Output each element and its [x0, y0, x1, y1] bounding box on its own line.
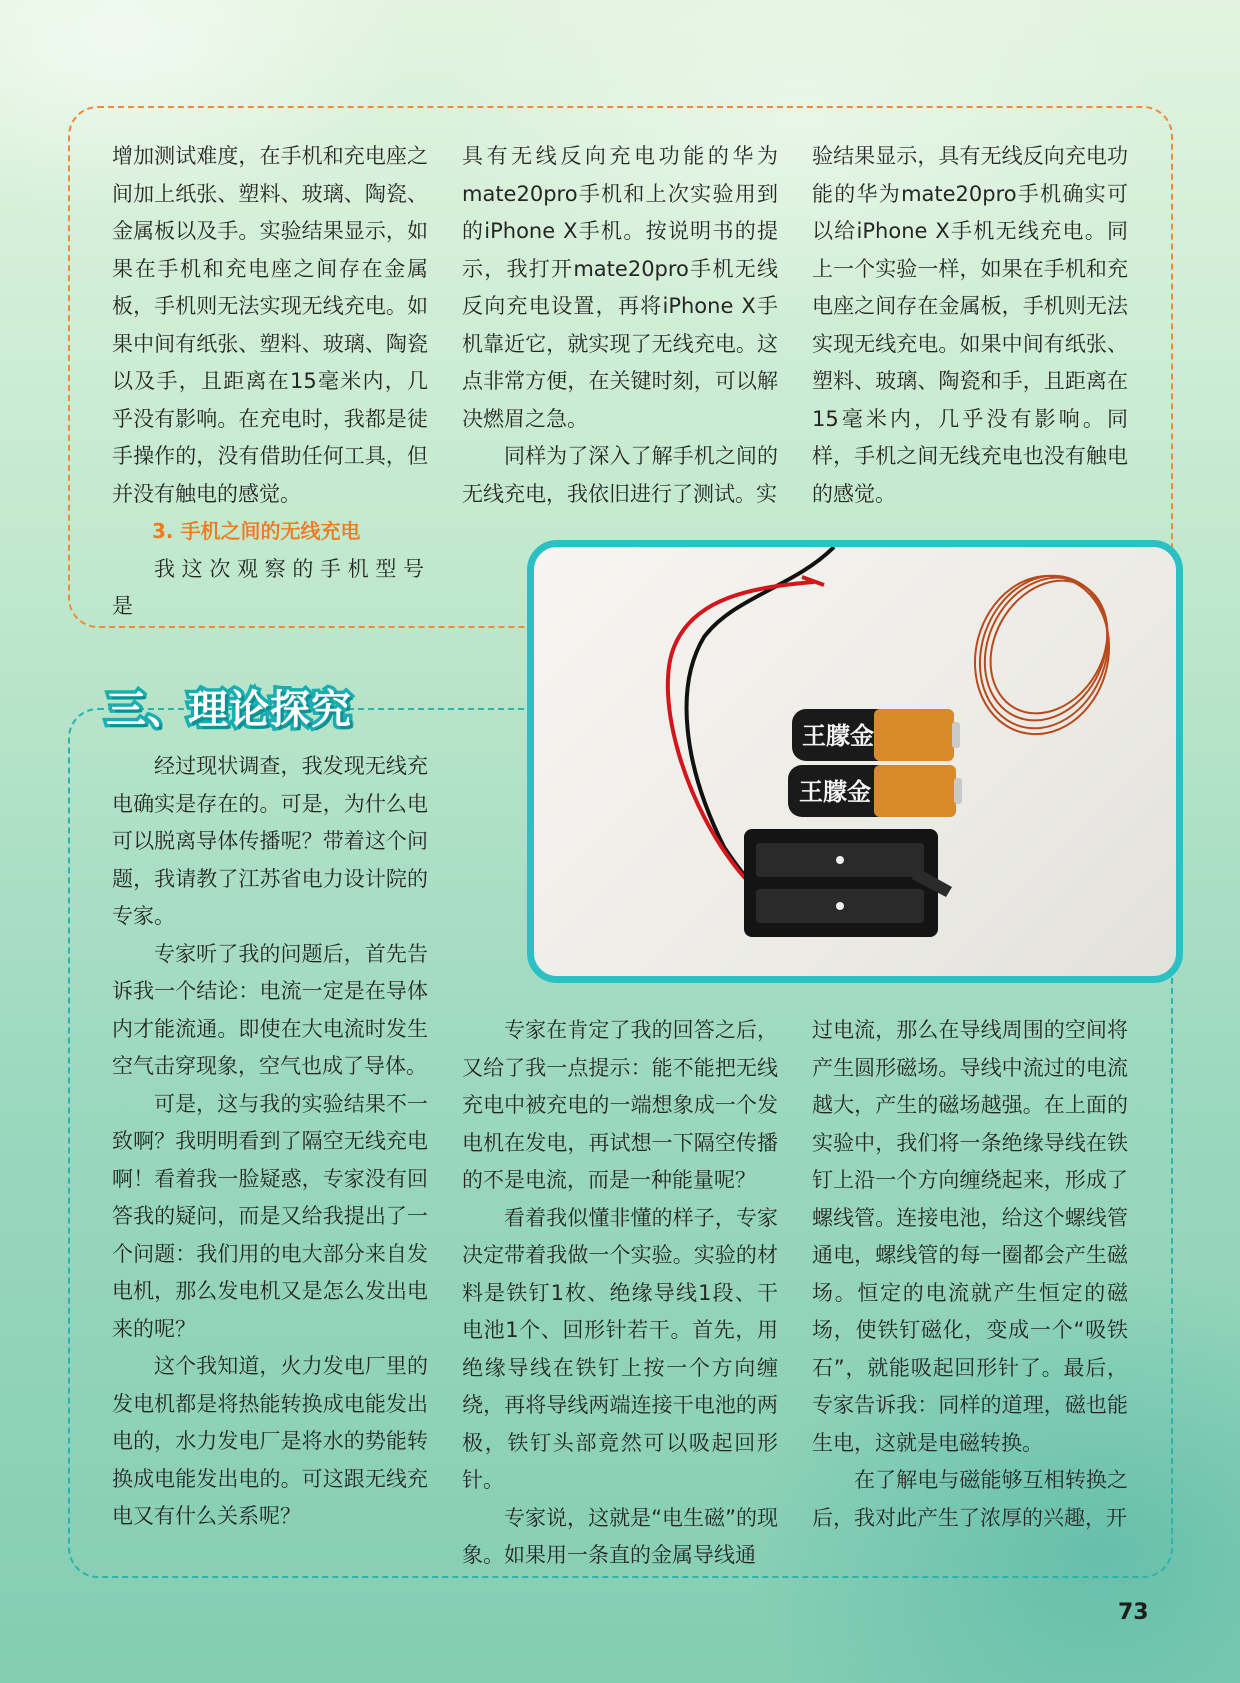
column-3-top	[812, 138, 1128, 513]
paragraph: 我这次观察的手机型号是	[112, 556, 428, 618]
paragraph: 验结果显示，具有无线反向充电功能的华为mate20pro手机确实可以给iPhone X手机无线充电。同上一个实验一样，如果在手机和充电座之间存在金属板，手机则无法实现无线充电。如果中间有纸张、塑料、玻璃、陶瓷和手，且距离在15毫米内，几乎没有影响。同样，手机之间无线充电也没有触电的感觉。	[812, 144, 1128, 506]
battery-photo-illustration	[534, 547, 1176, 976]
paragraph: 经过现状调查，我发现无线充电确实是存在的。可是，为什么电可以脱离导体传播呢？带着这个问题，我请教了江苏省电力设计院的专家。	[112, 754, 428, 928]
paragraph: 在了解电与磁能够互相转换之后，我对此产生了浓厚的兴趣，开	[812, 1468, 1128, 1530]
battery-label: 王朦金	[799, 778, 871, 806]
paragraph: 可是，这与我的实验结果不一致啊？我明明看到了隔空无线充电啊！看着我一脸疑惑，专家没有回答我的疑问，而是又给我提出了一个问题：我们用的电大部分来自发电机，那么发电机又是怎么发出电来的呢？	[112, 1091, 428, 1341]
battery-2	[788, 765, 962, 817]
subheading-part3: 3. 手机之间的无线充电	[152, 519, 361, 543]
battery-1	[792, 709, 960, 761]
paragraph: 这个我知道，火力发电厂里的发电机都是将热能转换成电能发出电的，水力发电厂是将水的势能转换成电能发出电的。可这跟无线充电又有什么关系呢？	[112, 1354, 428, 1528]
paragraph: 专家说，这就是“电生磁”的现象。如果用一条直的金属导线通	[462, 1505, 778, 1567]
battery-label: 王朦金	[802, 722, 874, 750]
paragraph: 过电流，那么在导线周围的空间将产生圆形磁场。导线中流过的电流越大，产生的磁场越强。在上面的实验中，我们将一条绝缘导线在铁钉上沿一个方向缠绕起来，形成了螺线管。连接电池，给这个螺线管通电，螺线管的每一圈都会产生磁场。恒定的电流就产生恒定的磁场，使铁钉磁化，变成一个“吸铁石”，就能吸起回形针了。最后，专家告诉我：同样的道理，磁也能生电，这就是电磁转换。	[812, 1018, 1128, 1455]
paragraph: 专家听了我的问题后，首先告诉我一个结论：电流一定是在导体内才能流通。即使在大电流时发生空气击穿现象，空气也成了导体。	[112, 941, 428, 1078]
paragraph: 增加测试难度，在手机和充电座之间加上纸张、塑料、玻璃、陶瓷、金属板以及手。实验结果显示，如果在手机和充电座之间存在金属板，手机则无法实现无线充电。如果中间有纸张、塑料、玻璃、陶瓷以及手，且距离在15毫米内，几乎没有影响。在充电时，我都是徒手操作的，没有借助任何工具，但并没有触电的感觉。	[112, 144, 428, 506]
column-1-top	[112, 138, 428, 626]
section-title: 三、理论探究	[106, 687, 352, 733]
battery-holder	[744, 829, 952, 937]
column-1-bottom	[112, 748, 428, 1536]
column-2-bottom	[462, 1012, 778, 1575]
paragraph: 看着我似懂非懂的样子，专家决定带着我做一个实验。实验的材料是铁钉1枚、绝缘导线1段、干电池1个、回形针若干。首先，用绝缘导线在铁钉上按一个方向缠绕，再将导线两端连接干电池的两极，铁钉头部竟然可以吸起回形针。	[462, 1205, 778, 1492]
column-2-top	[462, 138, 778, 513]
paragraph: 具有无线反向充电功能的华为mate20pro手机和上次实验用到的iPhone X手机。按说明书的提示，我打开mate20pro手机无线反向充电设置，再将iPhone X手机靠近它，就实现了无线充电。这点非常方便，在关键时刻，可以解决燃眉之急。	[462, 144, 778, 431]
paragraph: 同样为了深入了解手机之间的无线充电，我依旧进行了测试。实	[462, 444, 778, 506]
page-number: 73	[1118, 1600, 1149, 1625]
paragraph: 专家在肯定了我的回答之后，又给了我一点提示：能不能把无线充电中被充电的一端想象成一个发电机在发电，再试想一下隔空传播的不是电流，而是一种能量呢？	[462, 1018, 778, 1192]
experiment-photo	[527, 540, 1183, 983]
copper-wire-coil	[958, 557, 1131, 749]
column-3-bottom	[812, 1012, 1128, 1537]
